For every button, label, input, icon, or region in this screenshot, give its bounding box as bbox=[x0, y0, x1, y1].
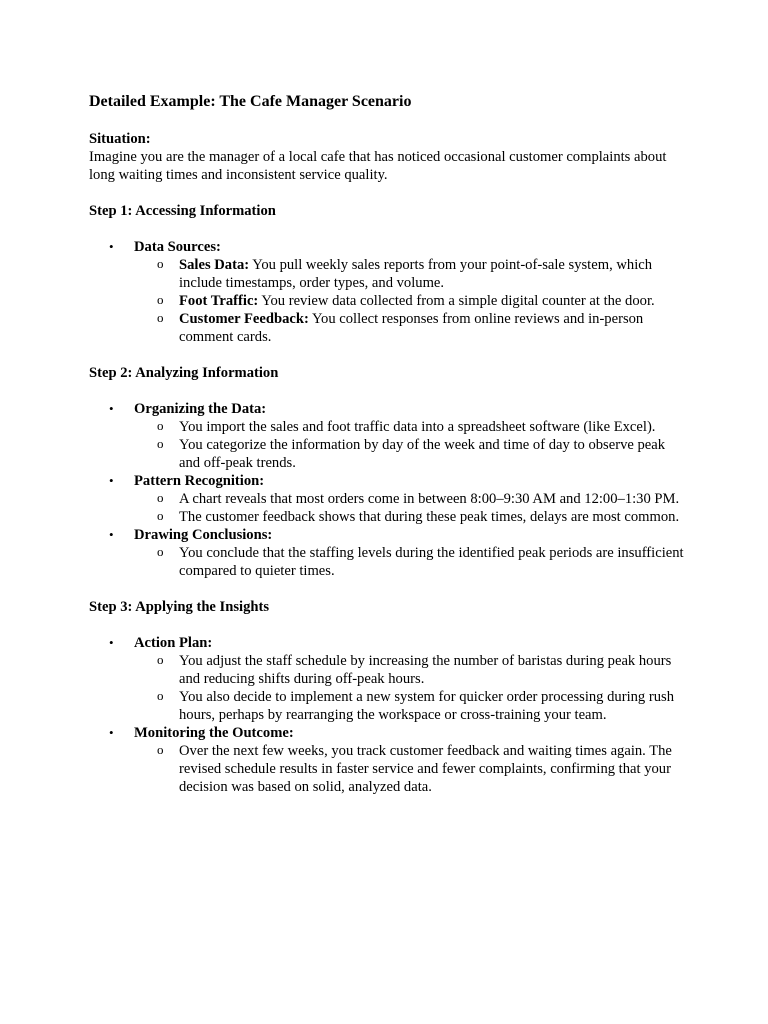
bullet-circle-icon: o bbox=[157, 544, 164, 559]
bullet-dot-icon: • bbox=[109, 725, 114, 740]
list-item bbox=[89, 634, 689, 724]
bullet-circle-icon: o bbox=[157, 490, 164, 505]
bullet-circle-icon: o bbox=[157, 418, 164, 433]
sub-item-text: You also decide to implement a new system for quicker order processing during rush hours, perhaps by rearranging the workspace or cross-training your team. bbox=[179, 689, 675, 723]
sub-item-label: Customer Feedback: bbox=[179, 311, 309, 327]
list-item-label: Pattern Recognition: bbox=[134, 473, 265, 489]
bullet-circle-icon: o bbox=[157, 508, 164, 523]
sub-item-text: You import the sales and foot traffic data into a spreadsheet software (like Excel). bbox=[179, 419, 656, 435]
sub-item-text: You collect responses from online reviews and in-person comment cards. bbox=[179, 311, 644, 345]
list-item bbox=[89, 238, 689, 346]
list-item bbox=[89, 472, 689, 526]
bullet-circle-icon: o bbox=[157, 310, 164, 325]
document-title: Detailed Example: The Cafe Manager Scenario bbox=[89, 93, 412, 110]
sub-list-item bbox=[134, 436, 689, 472]
list-item-label: Action Plan: bbox=[134, 635, 213, 651]
sub-bullet-list bbox=[134, 652, 689, 724]
step-heading: Step 1: Accessing Information bbox=[89, 203, 276, 219]
list-item bbox=[89, 724, 689, 796]
bullet-dot-icon: • bbox=[109, 527, 114, 542]
sub-list-item bbox=[134, 652, 689, 688]
bullet-dot-icon: • bbox=[109, 473, 114, 488]
bullet-dot-icon: • bbox=[109, 239, 114, 254]
bullet-list bbox=[89, 400, 689, 580]
sub-list-item bbox=[134, 256, 689, 292]
sub-item-text: You pull weekly sales reports from your point-of-sale system, which include timestamps, order types, and volume. bbox=[179, 257, 653, 291]
sub-list-item bbox=[134, 310, 689, 346]
sub-bullet-list bbox=[134, 490, 689, 526]
bullet-dot-icon: • bbox=[109, 635, 114, 650]
sub-list-item bbox=[134, 490, 689, 508]
sub-list-item bbox=[134, 418, 689, 436]
step-section bbox=[89, 202, 689, 346]
sub-list-item bbox=[134, 508, 689, 526]
document-body bbox=[89, 92, 689, 796]
step-section bbox=[89, 364, 689, 580]
list-item-label: Data Sources: bbox=[134, 239, 221, 255]
bullet-list bbox=[89, 238, 689, 346]
situation-label: Situation: bbox=[89, 131, 151, 147]
sub-item-text: You adjust the staff schedule by increasing the number of baristas during peak hours and reducing shifts during off-peak hours. bbox=[179, 653, 672, 687]
bullet-circle-icon: o bbox=[157, 652, 164, 667]
sub-bullet-list bbox=[134, 544, 689, 580]
list-item-label: Organizing the Data: bbox=[134, 401, 267, 417]
list-item-label: Monitoring the Outcome: bbox=[134, 725, 294, 741]
list-item bbox=[89, 400, 689, 472]
bullet-list bbox=[89, 634, 689, 796]
sub-bullet-list bbox=[134, 256, 689, 346]
sub-bullet-list bbox=[134, 742, 689, 796]
sub-item-text: The customer feedback shows that during these peak times, delays are most common. bbox=[179, 509, 680, 525]
list-item bbox=[89, 526, 689, 580]
step-heading: Step 2: Analyzing Information bbox=[89, 365, 279, 381]
sub-bullet-list bbox=[134, 418, 689, 472]
bullet-dot-icon: • bbox=[109, 401, 114, 416]
situation-text: Imagine you are the manager of a local cafe that has noticed occasional customer complaints about long waiting times and inconsistent service quality. bbox=[89, 149, 667, 183]
list-item-label: Drawing Conclusions: bbox=[134, 527, 273, 543]
sub-item-text: You review data collected from a simple digital counter at the door. bbox=[258, 293, 655, 309]
bullet-circle-icon: o bbox=[157, 688, 164, 703]
sub-item-text: Over the next few weeks, you track customer feedback and waiting times again. The revised schedule results in faster service and fewer complaints, confirming that your decision was based on solid, analyzed data. bbox=[179, 743, 672, 795]
sub-list-item bbox=[134, 688, 689, 724]
bullet-circle-icon: o bbox=[157, 256, 164, 271]
bullet-circle-icon: o bbox=[157, 436, 164, 451]
sub-item-label: Sales Data: bbox=[179, 257, 250, 273]
sub-item-text: A chart reveals that most orders come in between 8:00–9:30 AM and 12:00–1:30 PM. bbox=[179, 491, 680, 507]
sub-item-text: You categorize the information by day of the week and time of day to observe peak and off-peak trends. bbox=[179, 437, 666, 471]
steps-container bbox=[89, 202, 689, 796]
step-section bbox=[89, 598, 689, 796]
step-heading: Step 3: Applying the Insights bbox=[89, 599, 270, 615]
bullet-circle-icon: o bbox=[157, 742, 164, 757]
sub-item-text: You conclude that the staffing levels during the identified peak periods are insufficient compared to quieter times. bbox=[179, 545, 684, 579]
bullet-circle-icon: o bbox=[157, 292, 164, 307]
sub-list-item bbox=[134, 292, 689, 310]
sub-item-label: Foot Traffic: bbox=[179, 293, 259, 309]
sub-list-item bbox=[134, 742, 689, 796]
sub-list-item bbox=[134, 544, 689, 580]
